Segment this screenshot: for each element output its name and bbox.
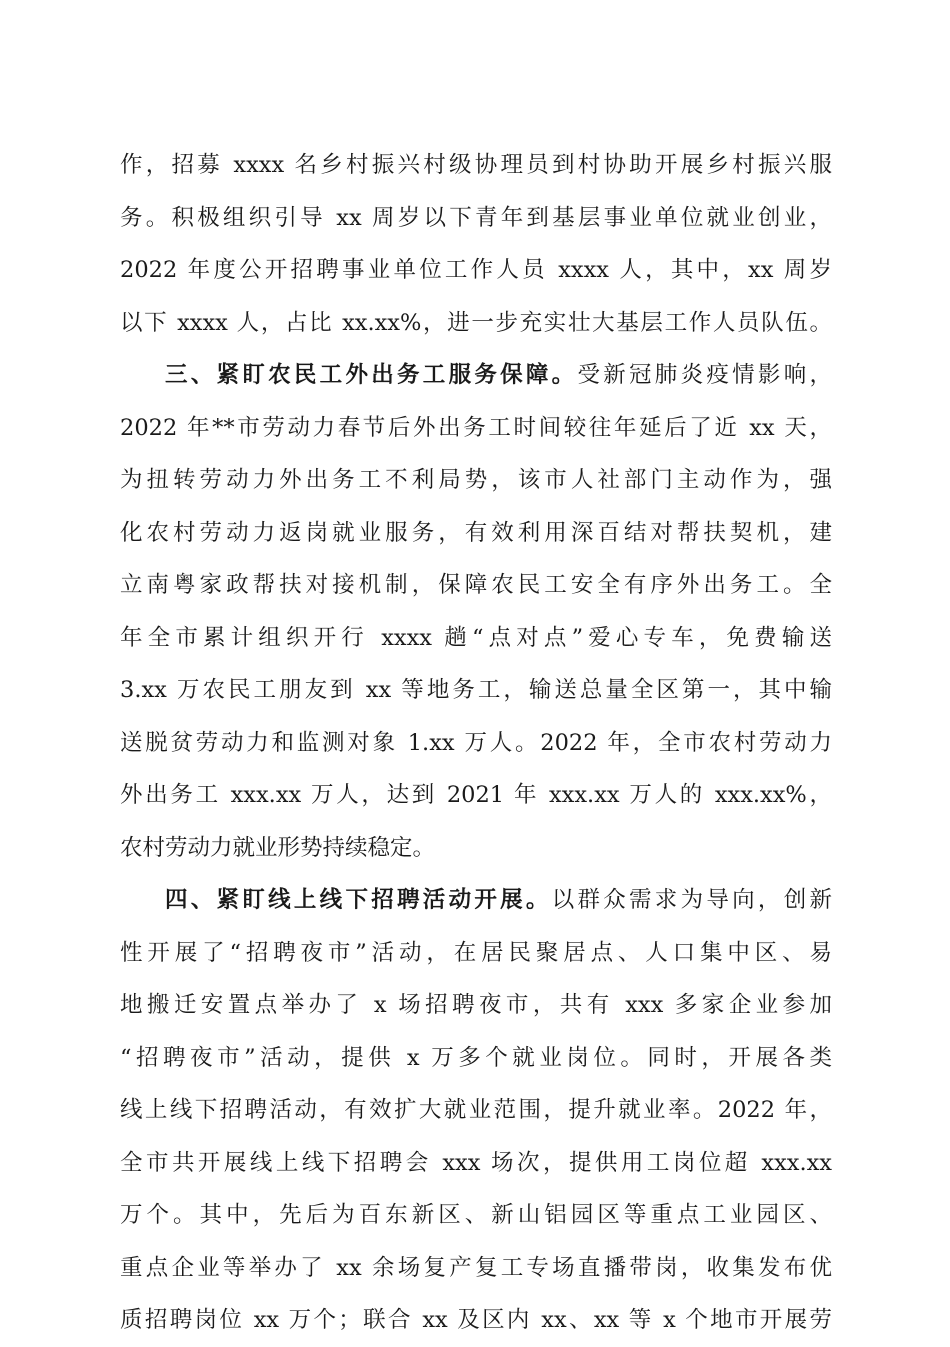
text-line: 外出务工 xxx.xx 万人，达到 2021 年 xxx.xx 万人的 xxx.xx%， (120, 782, 832, 808)
text-line: “招聘夜市”活动，提供 x 万多个就业岗位。同时，开展各类 (120, 1044, 832, 1071)
paragraph-text: 以群众需求为导向，创新 (551, 887, 832, 913)
text-line: 年全市累计组织开行 xxxx 趟“点对点”爱心专车，免费输送 (120, 624, 832, 651)
text-line: 万个。其中，先后为百东新区、新山铝园区等重点工业园区、 (120, 1202, 832, 1228)
paragraph-first-line (120, 349, 832, 402)
text-line: 作，招募 xxxx 名乡村振兴村级协理员到村协助开展乡村振兴服 (120, 152, 832, 178)
text-line: 为扭转劳动力外出务工不利局势，该市人社部门主动作为，强 (120, 467, 832, 493)
document-body (120, 139, 832, 1347)
paragraph-1 (120, 139, 832, 349)
text-line: 送脱贫劳动力和监测对象 1.xx 万人。2022 年，全市农村劳动力 (120, 729, 832, 756)
text-line: 重点企业等举办了 xx 余场复产复工专场直播带岗，收集发布优 (120, 1254, 832, 1281)
text-line: 务。积极组织引导 xx 周岁以下青年到基层事业单位就业创业， (120, 204, 832, 231)
text-line: 2022 年度公开招聘事业单位工作人员 xxxx 人，其中，xx 周岁 (120, 257, 832, 283)
text-line: 线上线下招聘活动，有效扩大就业范围，提升就业率。2022 年， (120, 1097, 832, 1123)
paragraph-text: 受新冠肺炎疫情影响， (577, 362, 832, 388)
text-line: 化农村劳动力返岗就业服务，有效利用深百结对帮扶契机，建 (120, 519, 832, 546)
text-line: 性开展了“招聘夜市”活动，在居民聚居点、人口集中区、易 (120, 939, 832, 966)
paragraph-2 (120, 349, 832, 874)
text-line: 农村劳动力就业形势持续稳定。 (120, 834, 436, 861)
text-line: 立南粤家政帮扶对接机制，保障农民工安全有序外出务工。全 (120, 572, 832, 598)
text-line: 2022 年**市劳动力春节后外出务工时间较往年延后了近 xx 天， (120, 414, 832, 441)
section-heading: 三、紧盯农民工外出务工服务保障。 (165, 362, 578, 388)
paragraph-3 (120, 874, 832, 1347)
text-line: 以下 xxxx 人，占比 xx.xx%，进一步充实壮大基层工作人员队伍。 (120, 309, 832, 336)
text-line: 3.xx 万农民工朋友到 xx 等地务工，输送总量全区第一，其中输 (120, 677, 832, 703)
section-heading: 四、紧盯线上线下招聘活动开展。 (165, 887, 552, 913)
text-line: 全市共开展线上线下招聘会 xxx 场次，提供用工岗位超 xxx.xx (120, 1149, 832, 1176)
text-line: 地搬迁安置点举办了 x 场招聘夜市，共有 xxx 多家企业参加 (120, 992, 832, 1018)
paragraph-first-line (120, 874, 832, 927)
text-line: 质招聘岗位 xx 万个；联合 xx 及区内 xx、xx 等 x 个地市开展劳 (120, 1307, 832, 1333)
